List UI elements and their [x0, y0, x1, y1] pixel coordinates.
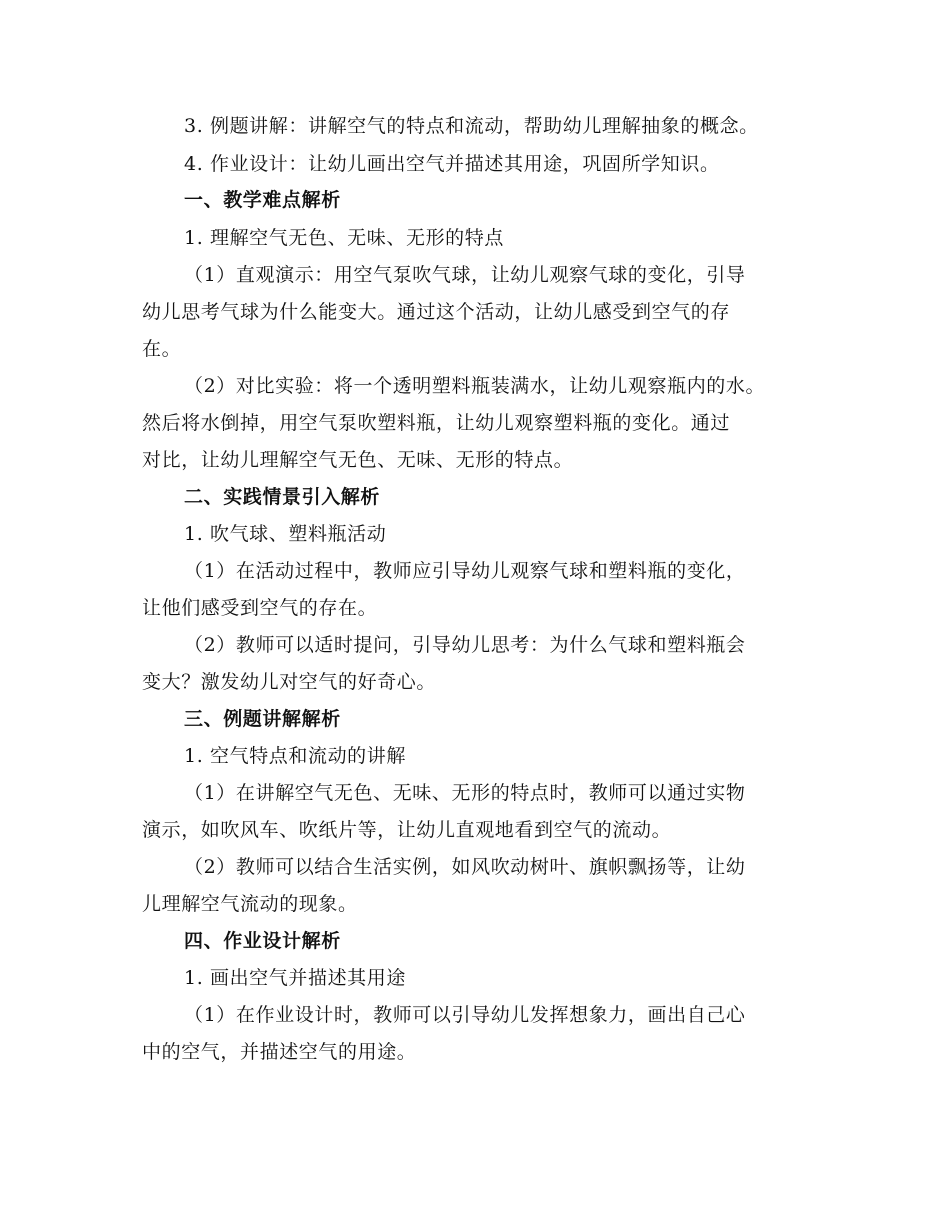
subsection-item: 1. 吹气球、塑料瓶活动 — [184, 523, 387, 545]
paragraph-line: （1）在作业设计时，教师可以引导幼儿发挥想象力，画出自己心 — [184, 1004, 746, 1026]
subsection-item: 1. 空气特点和流动的讲解 — [184, 745, 406, 767]
paragraph-line: （2）对比实验：将一个透明塑料瓶装满水，让幼儿观察瓶内的水。 — [184, 375, 766, 397]
list-item-3: 3. 例题讲解：讲解空气的特点和流动，帮助幼儿理解抽象的概念。 — [184, 115, 759, 137]
paragraph-line: 然后将水倒掉，用空气泵吹塑料瓶，让幼儿观察塑料瓶的变化。通过 — [142, 412, 731, 434]
paragraph-line: 儿理解空气流动的现象。 — [142, 893, 358, 915]
paragraph-line: 中的空气，并描述空气的用途。 — [142, 1041, 417, 1063]
list-item-4: 4. 作业设计：让幼儿画出空气并描述其用途，巩固所学知识。 — [184, 153, 720, 175]
subsection-item: 1. 画出空气并描述其用途 — [184, 967, 406, 989]
paragraph-line: （1）直观演示：用空气泵吹气球，让幼儿观察气球的变化，引导 — [184, 264, 746, 286]
section-heading-4: 四、作业设计解析 — [184, 930, 341, 952]
paragraph-line: 对比，让幼儿理解空气无色、无味、无形的特点。 — [142, 449, 574, 471]
paragraph-line: 在。 — [142, 338, 182, 360]
subsection-item: 1. 理解空气无色、无味、无形的特点 — [184, 227, 504, 249]
paragraph-line: 幼儿思考气球为什么能变大。通过这个活动，让幼儿感受到空气的存 — [142, 301, 731, 323]
paragraph-line: 变大？激发幼儿对空气的好奇心。 — [142, 671, 437, 693]
paragraph-line: 让他们感受到空气的存在。 — [142, 597, 378, 619]
section-heading-3: 三、例题讲解解析 — [184, 708, 341, 730]
paragraph-line: （2）教师可以结合生活实例，如风吹动树叶、旗帜飘扬等，让幼 — [184, 856, 746, 878]
section-heading-1: 一、教学难点解析 — [184, 189, 341, 211]
paragraph-line: （1）在讲解空气无色、无味、无形的特点时，教师可以通过实物 — [184, 782, 746, 804]
paragraph-line: （1）在活动过程中，教师应引导幼儿观察气球和塑料瓶的变化， — [184, 560, 746, 582]
paragraph-line: 演示，如吹风车、吹纸片等，让幼儿直观地看到空气的流动。 — [142, 819, 672, 841]
section-heading-2: 二、实践情景引入解析 — [184, 486, 381, 508]
paragraph-line: （2）教师可以适时提问，引导幼儿思考：为什么气球和塑料瓶会 — [184, 634, 746, 656]
